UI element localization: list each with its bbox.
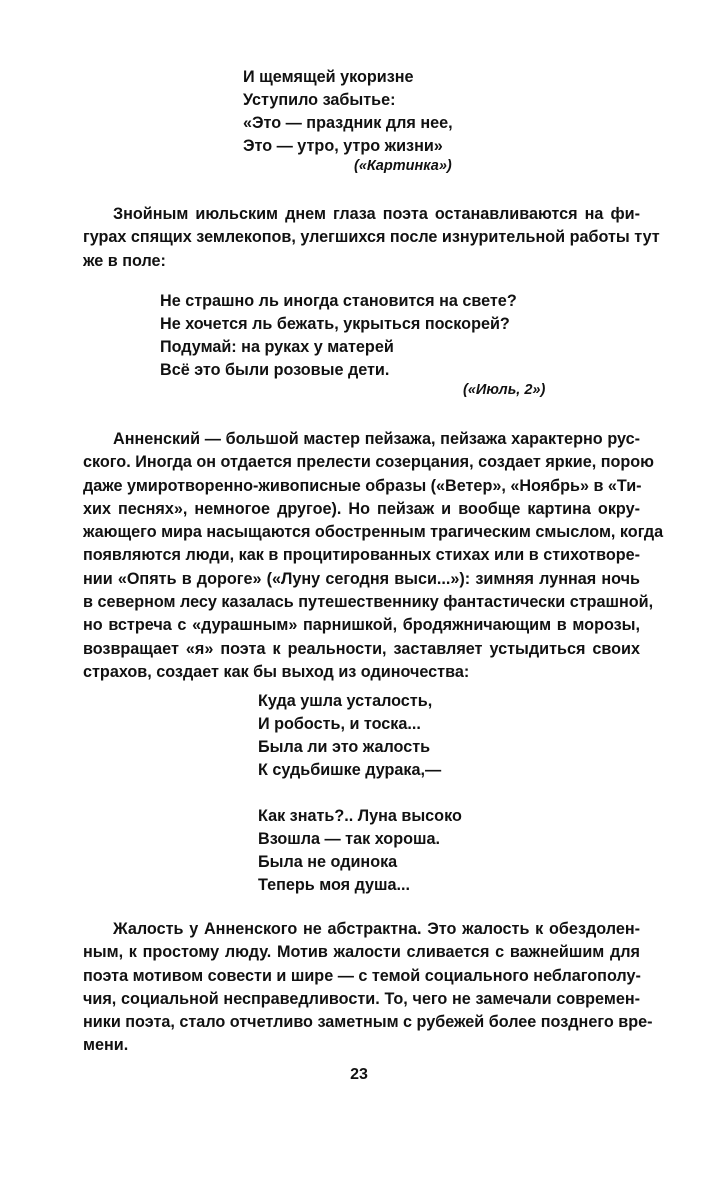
verse-line: Не хочется ль бежать, укрыться поскорей? [160,315,510,333]
text-line: ники поэта, стало отчетливо заметным с рубежей более позднего вре- [83,1013,653,1032]
text-line: Знойным июльским днем глаза поэта останавливаются на фи- [113,205,640,223]
paragraph-zemlekopy [83,203,660,273]
verse-line: Как знать?.. Луна высоко [258,807,462,825]
verse-source-kartinka: («Картинка») [354,158,452,174]
text-line: страхов, создает как бы выход из одиночества: [83,662,470,681]
text-line: Жалость у Анненского не абстрактна. Это жалость к обездолен- [113,920,640,938]
text-line: жающего мира насыщаются обостренным трагическим смыслом, когда [83,523,664,542]
verse-line: «Это — праздник для нее, [243,114,453,132]
text-line: в северном лесу казалась путешественнику фантастически страшной, [83,593,654,612]
verse-line: Теперь моя душа... [258,876,411,894]
text-line: же в поле: [83,251,166,270]
verse-line: К судьбишке дурака,— [258,761,442,779]
text-line: гурах спящих землекопов, улегшихся после изнурительной работы тут [83,228,660,247]
verse-line: Была не одинока [258,853,398,871]
verse-line: Это — утро, утро жизни» [243,137,443,155]
text-line: но встреча с «дурашным» парнишкой, бродяжничающим в морозы, [83,616,640,635]
text-line: нии «Опять в дороге» («Луну сегодня выси...»): зимняя лунная ночь [83,569,640,588]
stanza-2 [258,805,462,897]
verse-line: Не страшно ль иногда становится на свете? [160,292,517,310]
text-line: ского. Иногда он отдается прелести созерцания, создает яркие, порою [83,453,654,472]
text-line: Анненский — большой мастер пейзажа, пейзажа характерно рус- [113,430,640,448]
text-line: возвращает «я» поэта к реальности, заставляет устыдиться своих [83,639,640,658]
verse-line: Уступило забытье: [243,91,396,109]
paragraph-peyzazh [83,428,664,684]
verse-line: Всё это были розовые дети. [160,361,390,379]
page-number: 23 [350,1066,368,1083]
verse-line: Взошла — так хороша. [258,830,440,848]
text-line: хих песнях», немногое другое). Но пейзаж и вообще картина окру- [83,499,640,518]
verse-opyat-v-doroge [258,690,462,897]
verse-line: Подумай: на руках у матерей [160,338,394,356]
verse-kartinka [243,66,453,158]
verse-line: И робость, и тоска... [258,715,421,733]
verse-iyul [160,290,517,382]
text-line: чия, социальной несправедливости. То, чего не замечали современ- [83,989,640,1008]
paragraph-zhalost [83,918,653,1058]
verse-line: Была ли это жалость [258,738,431,756]
verse-line: И щемящей укоризне [243,68,414,86]
verse-line: Куда ушла усталость, [258,692,433,710]
text-line: появляются люди, как в процитированных стихах или в стихотворе- [83,546,640,565]
text-line: поэта мотивом совести и шире — с темой социального неблагополу- [83,966,641,985]
text-line: мени. [83,1036,129,1055]
stanza-1 [258,690,462,782]
verse-source-iyul: («Июль, 2») [463,382,546,398]
text-line: даже умиротворенно-живописные образы («Ветер», «Ноябрь» в «Ти- [83,476,642,495]
text-line: ным, к простому люду. Мотив жалости сливается с важнейшим для [83,943,640,962]
